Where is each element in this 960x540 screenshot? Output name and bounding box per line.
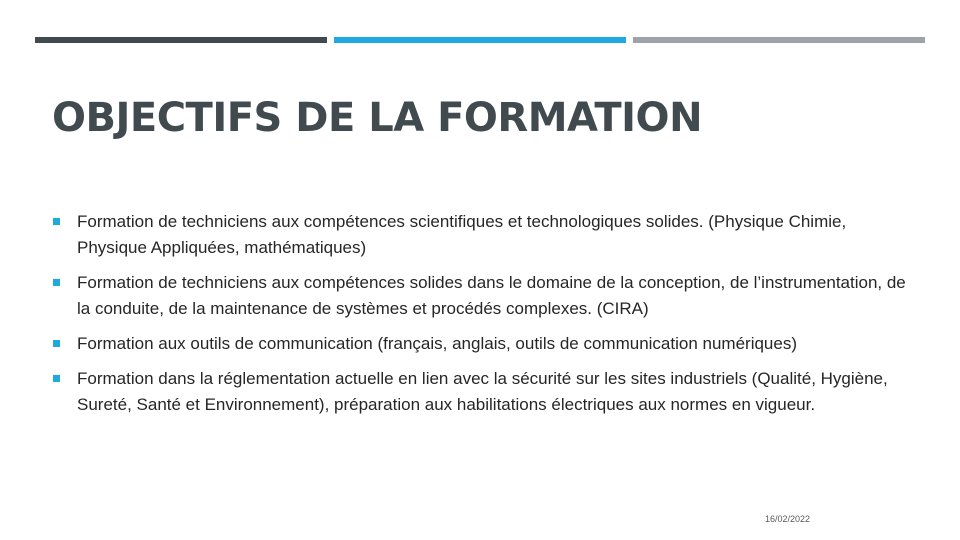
bullet-text: Formation dans la réglementation actuelle en lien avec la sécurité sur les sites industriels (Qualité, Hygiène, Sureté, Santé et Environnement), préparation aux habilitations électriques aux normes en vigueur.	[77, 369, 888, 414]
bullet-item	[52, 331, 914, 357]
accent-bar-gray	[633, 37, 925, 43]
bullet-text: Formation de techniciens aux compétences solides dans le domaine de la conception, de l’instrumentation, de la conduite, de la maintenance de systèmes et procédés complexes. (CIRA)	[77, 273, 906, 318]
bullet-item	[52, 366, 914, 418]
square-bullet-icon	[53, 340, 60, 347]
square-bullet-icon	[53, 279, 60, 286]
bullet-list	[52, 209, 914, 427]
bullet-text: Formation de techniciens aux compétences scientifiques et technologiques solides. (Physique Chimie, Physique Appliquées, mathématiques)	[77, 212, 847, 257]
slide-date: 16/02/2022	[765, 514, 811, 524]
square-bullet-icon	[53, 218, 60, 225]
bullet-item	[52, 270, 914, 322]
slide-title: OBJECTIFS DE LA FORMATION	[52, 95, 703, 141]
bullet-text: Formation aux outils de communication (français, anglais, outils de communication numériques)	[77, 334, 798, 353]
square-bullet-icon	[53, 375, 60, 382]
accent-bar-dark	[35, 37, 327, 43]
accent-bar-blue	[334, 37, 626, 43]
bullet-item	[52, 209, 914, 261]
